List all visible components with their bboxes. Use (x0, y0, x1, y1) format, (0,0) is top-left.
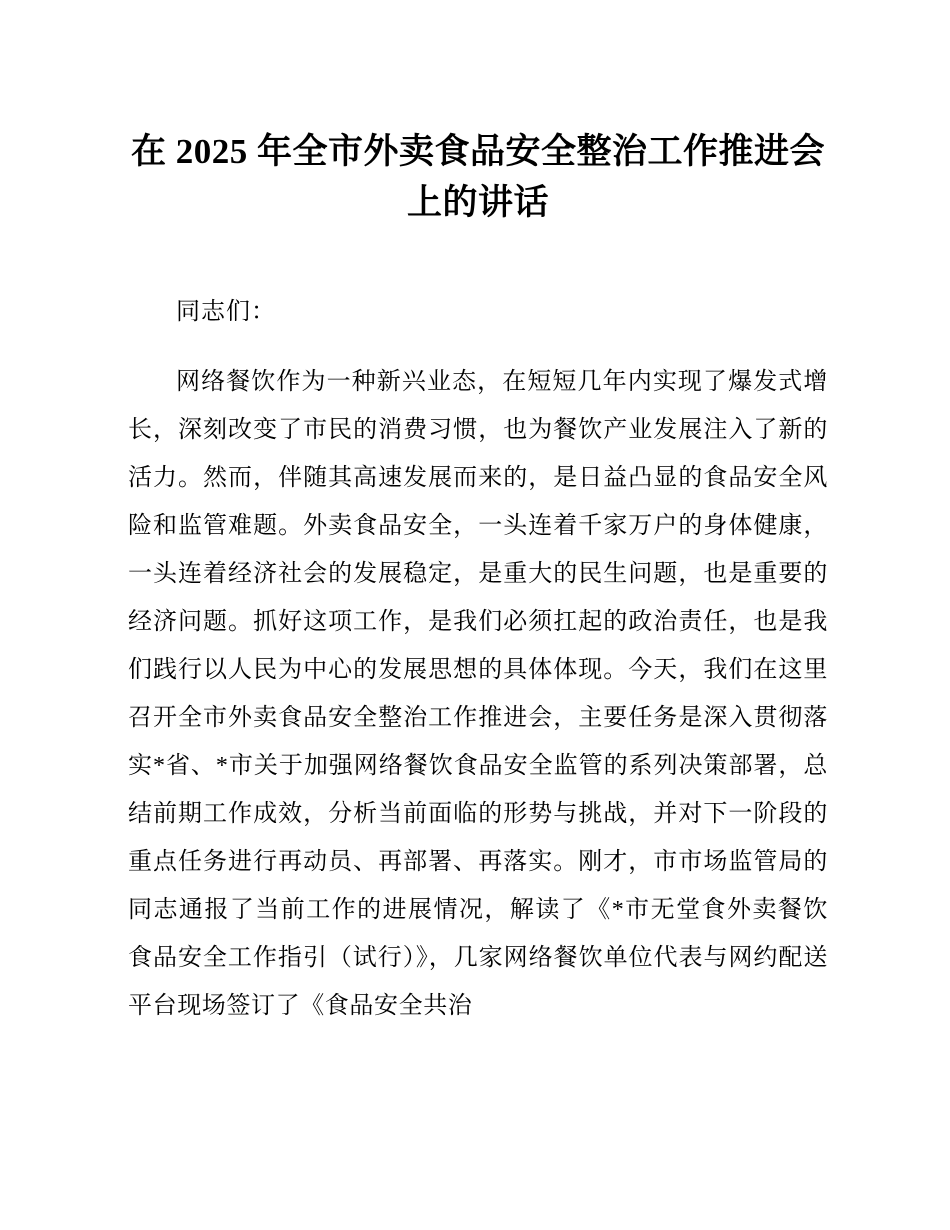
salutation: 同志们： (176, 299, 276, 325)
body-paragraph-1: 网络餐饮作为一种新兴业态，在短短几年内实现了爆发式增长，深刻改变了市民的消费习惯，也为餐饮产业发展注入了新的活力。然而，伴随其高速发展而来的，是日益凸显的食品安全风险和监管难题。外卖食品安全，一头连着千家万户的身体健康，一头连着经济社会的发展稳定，是重大的民生问题，也是重要的经济问题。抓好这项工作，是我们必须扛起的政治责任，也是我们践行以人民为中心的发展思想的具体体现。今天，我们在这里召开全市外卖食品安全整治工作推进会，主要任务是深入贯彻落实*省、*市关于加强网络餐饮食品安全监管的系列决策部署，总结前期工作成效，分析当前面临的形势与挑战，并对下一阶段的重点任务进行再动员、再部署、再落实。刚才，市市场监管局的同志通报了当前工作的进展情况，解读了《*市无堂食外卖餐饮食品安全工作指引（试行）》，几家网络餐饮单位代表与网约配送平台现场签订了《食品安全共治 (128, 368, 828, 1019)
page-title: 在 2025 年全市外卖食品安全整治工作推进会上的讲话 (130, 132, 825, 223)
document-body (128, 290, 828, 1030)
